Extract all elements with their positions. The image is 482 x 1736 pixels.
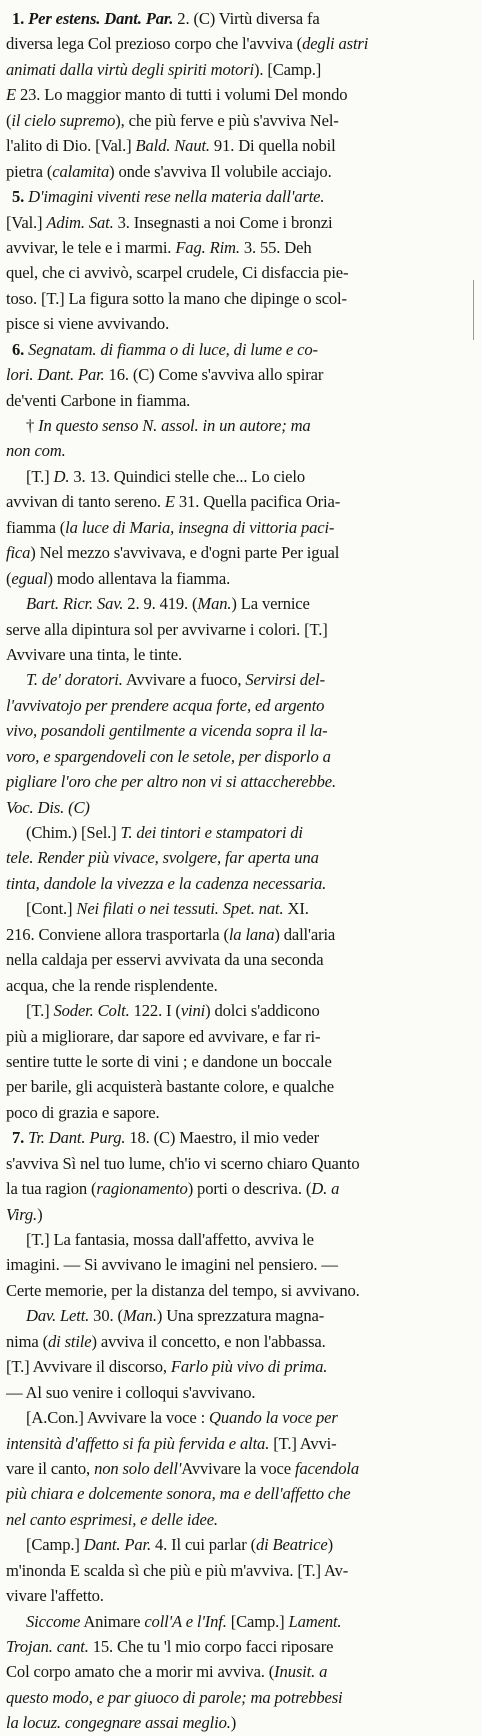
- text-span: [T.] Avvi-: [269, 1433, 337, 1453]
- text-span: Certe memorie, per la distanza del tempo, si avvivano.: [6, 1280, 360, 1300]
- text-span: Dav. Lett.: [26, 1306, 90, 1326]
- text-span: fiamma (: [6, 517, 66, 537]
- text-line: [6, 1481, 472, 1506]
- text-span: [Val.]: [6, 212, 47, 232]
- text-span: imagini. — Si avvivano le imagini nel pensiero. —: [6, 1255, 338, 1275]
- text-span: ): [230, 1713, 237, 1733]
- text-span: 2. (C) Virtù diversa fa: [173, 9, 320, 28]
- text-span: vare il canto,: [6, 1458, 95, 1478]
- text-span: coll'A e l'Inf.: [144, 1611, 227, 1631]
- text-line: [6, 1380, 472, 1405]
- text-span: l'alito di Dio. [Val.]: [6, 136, 136, 156]
- text-span: tinta, dandole la vivezza e la cadenza necessaria.: [6, 873, 327, 893]
- text-span: di stile: [47, 1331, 92, 1351]
- text-span: 2. 9. 419. (: [123, 594, 198, 614]
- text-span: diversa lega Col prezioso corpo che l'avviva (: [6, 34, 303, 54]
- text-span: 6.: [12, 339, 29, 359]
- text-span: 3. 13. Quindici stelle che... Lo cielo: [69, 466, 305, 486]
- text-span: nel canto esprimesi, e delle idee.: [6, 1509, 218, 1529]
- text-span: 18. (C) Maestro, il mio veder: [125, 1128, 320, 1148]
- text-span: [Camp.]: [226, 1611, 289, 1631]
- text-line: [6, 1100, 472, 1125]
- text-line: [6, 82, 472, 107]
- text-line: [6, 642, 472, 667]
- text-span: nella caldaja per esservi avvivata da una seconda: [6, 950, 324, 970]
- dictionary-entry-text: [6, 6, 472, 1736]
- text-line: [6, 1507, 472, 1532]
- text-span: Avvivare a fuoco,: [122, 670, 246, 690]
- text-line: [6, 464, 472, 489]
- text-line: [6, 1252, 472, 1277]
- text-span: 30. (: [89, 1306, 123, 1326]
- text-line: [6, 1278, 472, 1303]
- text-span: non solo dell': [94, 1458, 182, 1478]
- text-span: ) dolci s'addicono: [205, 1001, 320, 1021]
- text-span: calamita: [52, 161, 110, 181]
- text-span: ): [37, 1204, 43, 1224]
- text-span: serve alla dipintura sol per avvivarne i colori. [T.]: [6, 619, 328, 639]
- text-line: [6, 540, 472, 565]
- text-line: [6, 1431, 472, 1456]
- text-span: Man.: [197, 594, 232, 614]
- text-line: [6, 286, 472, 311]
- text-span: Soder. Colt.: [53, 1001, 130, 1021]
- text-span: il cielo supremo: [11, 110, 116, 130]
- text-span: degli astri: [302, 34, 369, 54]
- text-span: Man.: [122, 1306, 157, 1326]
- text-line: [6, 744, 472, 769]
- text-line: [6, 922, 472, 947]
- text-span: [A.Con.] Avvivare la voce :: [26, 1408, 210, 1428]
- text-line: [6, 1532, 472, 1557]
- text-span: 91. Di quella nobil: [209, 136, 336, 156]
- text-span: vini: [180, 1001, 206, 1021]
- text-line: [6, 1685, 472, 1710]
- text-line: [6, 845, 472, 870]
- text-span: Inusit. a: [274, 1662, 328, 1682]
- text-span: ) Nel mezzo s'avvivava, e d'ogni parte Per igual: [30, 543, 340, 563]
- text-line: [6, 795, 472, 820]
- text-line: [6, 769, 472, 794]
- text-span: Quando la voce per: [209, 1408, 338, 1428]
- text-span: più a migliorare, dar sapore ed avvivare, e far ri-: [6, 1026, 321, 1046]
- text-span: nima (: [6, 1331, 48, 1351]
- text-span: avvivar, le tele e i marmi.: [6, 237, 176, 257]
- text-span: per barile, gli acquisterà bastante colore, e qualche: [6, 1077, 334, 1097]
- text-span: più chiara e dolcemente sonora, ma e dell'affetto che: [6, 1484, 351, 1504]
- text-span: toso. [T.] La figura sotto la mano che dipinge o scol-: [6, 288, 347, 308]
- text-span: Avvivare la voce: [181, 1458, 295, 1478]
- text-line: [6, 820, 472, 845]
- text-line: [6, 998, 472, 1023]
- text-span: sentire tutte le sorte di vini ; e dandone un boccale: [6, 1051, 332, 1071]
- text-line: [6, 1049, 472, 1074]
- text-span: ) modo allentava la fiamma.: [47, 568, 231, 588]
- text-line: [6, 413, 472, 438]
- text-span: XI.: [283, 899, 309, 919]
- text-span: Servirsi del-: [245, 670, 325, 690]
- text-span: Bald. Naut.: [135, 136, 210, 156]
- text-span: pisce si viene avvivando.: [6, 314, 170, 334]
- text-span: [T.] La fantasia, mossa dall'affetto, avviva le: [26, 1230, 314, 1249]
- text-span: tele. Render più vivace, svolgere, far aperta una: [6, 848, 319, 868]
- text-span: Per estens. Dant. Par.: [28, 9, 174, 28]
- text-span: voro, e spargendoveli con le setole, per disporlo a: [6, 746, 331, 766]
- text-span: vivare l'affetto.: [6, 1586, 104, 1606]
- text-line: [6, 159, 472, 184]
- text-span: Siccome: [26, 1611, 81, 1631]
- text-line: [6, 667, 472, 692]
- text-line: [6, 337, 472, 362]
- text-span: E: [164, 492, 175, 512]
- text-span: Fag. Rim.: [175, 237, 240, 257]
- text-line: [6, 438, 472, 463]
- text-span: 1.: [12, 9, 29, 28]
- text-span: Avvivare una tinta, le tinte.: [6, 644, 182, 664]
- text-span: pigliare l'oro che per altro non vi si attaccherebbe.: [6, 772, 337, 792]
- text-span: ), che più ferve e più s'avviva Nel-: [115, 110, 339, 130]
- text-span: la luce di Maria, insegna di vittoria paci-: [65, 517, 335, 537]
- text-span: Nei filati o nei tessuti. Spet. nat.: [76, 899, 284, 919]
- text-span: Voc. Dis. (C): [6, 797, 90, 817]
- text-span: Dant. Par.: [83, 1535, 151, 1555]
- text-line: [6, 1405, 472, 1430]
- text-span: fica: [6, 543, 31, 563]
- text-span: Bart. Ricr. Sav.: [26, 594, 124, 614]
- text-span: di Beatrice: [255, 1535, 328, 1555]
- text-span: Segnatam. di fiamma o di luce, di lume e co-: [28, 339, 318, 359]
- text-span: lori. Dant. Par.: [6, 365, 105, 385]
- text-span: [T.]: [26, 466, 54, 486]
- text-span: quel, che ci avvivò, scarpel crudele, Ci disfaccia pie-: [6, 263, 349, 283]
- text-line: [6, 260, 472, 285]
- text-span: Animare: [80, 1611, 145, 1631]
- text-span: la tua ragion (: [6, 1179, 97, 1199]
- text-span: m'inonda E scalda sì che più e più m'avviva. [T.] Av-: [6, 1560, 349, 1580]
- text-span: s'avviva Sì nel tuo lume, ch'io vi scerno chiaro Quanto: [6, 1153, 360, 1173]
- text-span: ) Una sprezzatura magna-: [156, 1306, 325, 1326]
- text-line: [6, 973, 472, 998]
- text-line: [6, 1227, 472, 1252]
- text-line: [6, 1710, 472, 1735]
- text-line: [6, 1583, 472, 1608]
- text-line: [6, 1456, 472, 1481]
- margin-rule: [473, 280, 474, 340]
- text-line: [6, 362, 472, 387]
- text-line: [6, 591, 472, 616]
- text-span: 15. Che tu 'l mio corpo facci riposare: [88, 1637, 334, 1656]
- text-span: 3. 55. Deh: [239, 237, 312, 257]
- text-span: D. a: [311, 1179, 340, 1199]
- text-line: [6, 1329, 472, 1354]
- text-span: E: [6, 85, 16, 105]
- text-line: [6, 693, 472, 718]
- text-line: [6, 1634, 472, 1659]
- text-line: [6, 1558, 472, 1583]
- text-line: [6, 108, 472, 133]
- text-span: (: [6, 110, 12, 130]
- text-line: [6, 210, 472, 235]
- text-span: T. dei tintori e stampatori di: [120, 823, 303, 842]
- text-span: ) porti o descriva. (: [187, 1179, 312, 1199]
- text-span: D'imagini viventi rese nella materia dall'arte.: [28, 187, 325, 207]
- text-line: [6, 1074, 472, 1099]
- text-line: [6, 388, 472, 413]
- text-line: [6, 1354, 472, 1379]
- text-span: Adim. Sat.: [46, 212, 114, 232]
- text-span: [Camp.]: [26, 1535, 84, 1555]
- text-line: [6, 489, 472, 514]
- text-span: questo modo, e par giuoco di parole; ma potrebbesi: [6, 1687, 343, 1707]
- text-span: Tr. Dant. Purg.: [28, 1128, 126, 1148]
- text-span: 7.: [12, 1128, 29, 1148]
- text-line: [6, 617, 472, 642]
- text-span: ) avviva il concetto, e non l'abbassa.: [91, 1331, 326, 1351]
- text-line: [6, 1024, 472, 1049]
- text-line: [6, 57, 472, 82]
- text-span: l'avvivatojo per prendere acqua forte, ed argento: [6, 695, 325, 715]
- text-span: la lana: [228, 924, 275, 944]
- text-span: non com.: [6, 441, 66, 461]
- text-span: †: [26, 416, 39, 435]
- text-span: ): [327, 1535, 333, 1555]
- text-span: egual: [11, 568, 48, 588]
- text-line: [6, 6, 472, 31]
- text-line: [6, 515, 472, 540]
- text-span: 3. Insegnasti a noi Come i bronzi: [113, 212, 333, 232]
- text-line: [6, 31, 472, 56]
- text-span: Virg.: [6, 1204, 38, 1224]
- text-span: Col corpo amato che a morir mi avviva. (: [6, 1662, 275, 1682]
- text-span: ) onde s'avviva Il volubile acciajo.: [109, 161, 332, 181]
- text-span: ragionamento: [96, 1179, 188, 1199]
- text-span: Lament.: [288, 1611, 342, 1631]
- text-line: [6, 1303, 472, 1328]
- text-line: [6, 871, 472, 896]
- text-line: [6, 1176, 472, 1201]
- text-line: [6, 1659, 472, 1684]
- text-span: In questo senso N. assol. in un autore; ma: [38, 416, 311, 435]
- text-line: [6, 1202, 472, 1227]
- text-span: pietra (: [6, 161, 53, 181]
- text-line: [6, 718, 472, 743]
- text-span: ) La vernice: [231, 594, 310, 614]
- text-span: 122. I (: [129, 1001, 181, 1021]
- text-span: T. de' doratori.: [26, 670, 123, 690]
- text-line: [6, 133, 472, 158]
- text-span: (Chim.) [Sel.]: [26, 823, 121, 842]
- text-line: [6, 1609, 472, 1634]
- text-span: de'venti Carbone in fiamma.: [6, 390, 191, 410]
- text-span: 31. Quella pacifica Oria-: [174, 492, 341, 512]
- text-line: [6, 235, 472, 260]
- text-span: poco di grazia e sapore.: [6, 1102, 160, 1122]
- text-span: — Al suo venire i colloqui s'avvivano.: [6, 1382, 256, 1402]
- text-span: [Cont.]: [26, 899, 77, 919]
- text-span: Farlo più vivo di prima.: [170, 1357, 328, 1377]
- text-span: intensità d'affetto si fa più fervida e alta.: [6, 1433, 270, 1453]
- text-span: acqua, che la rende risplendente.: [6, 975, 218, 995]
- text-span: 23. Lo maggior manto di tutti i volumi Del mondo: [16, 85, 348, 105]
- text-span: ) dall'aria: [274, 924, 336, 944]
- text-line: [6, 184, 472, 209]
- text-span: (: [6, 568, 12, 588]
- text-span: avvivan di tanto sereno.: [6, 492, 165, 512]
- text-span: 216. Conviene allora trasportarla (: [6, 924, 229, 944]
- text-line: [6, 1151, 472, 1176]
- text-span: ). [Camp.]: [254, 59, 322, 79]
- text-span: animati dalla virtù degli spiriti motori: [6, 59, 254, 79]
- text-span: facendola: [294, 1458, 360, 1478]
- text-line: [6, 1125, 472, 1150]
- text-span: 4. Il cui parlar (: [150, 1535, 256, 1555]
- text-span: Trojan. cant.: [6, 1637, 89, 1656]
- text-span: 5.: [12, 187, 29, 207]
- text-line: [6, 947, 472, 972]
- text-span: la locuz. congegnare assai meglio.: [6, 1713, 231, 1733]
- text-span: D.: [53, 466, 70, 486]
- text-line: [6, 311, 472, 336]
- text-line: [6, 896, 472, 921]
- text-span: [T.] Avvivare il discorso,: [6, 1357, 171, 1377]
- text-line: [6, 566, 472, 591]
- text-span: [T.]: [26, 1001, 54, 1021]
- text-span: 16. (C) Come s'avviva allo spirar: [104, 365, 324, 385]
- text-span: vivo, posandoli gentilmente a vicenda sopra il la-: [6, 721, 328, 741]
